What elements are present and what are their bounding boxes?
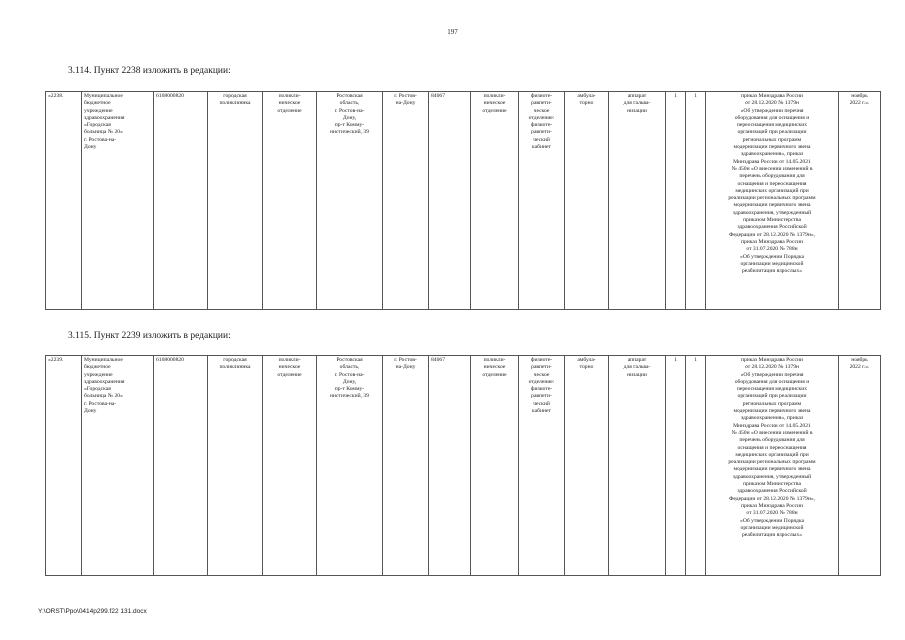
cabinet-cell: физиоте- равпети- ческое отделение: физиоте- равпети- ческий кабинет — [519, 356, 565, 576]
unit-cell: поликли- ническое отделение — [263, 356, 317, 576]
table-row — [46, 356, 881, 576]
code-cell: 84067 — [429, 356, 471, 576]
address-cell: Ростовская область, г. Ростов-на- Дону, пр-т Комму- нистический, 39 — [317, 92, 383, 310]
equipment-cell: аппарат для гальва- низации — [609, 92, 666, 310]
date-cell: ноябрь 2022 г.». — [839, 356, 881, 576]
row-number-cell: «2238. — [46, 92, 82, 310]
city-cell: г. Ростов- на-Дону — [383, 92, 429, 310]
inn-cell: 6168000820 — [154, 92, 208, 310]
quantity-cell: 1 — [666, 92, 686, 310]
quantity-cell: 1 — [686, 356, 706, 576]
organization-cell: Муниципальное бюджетное учреждение здравоохранения «Городская больница № 20» г. Ростова-на- Дону — [82, 92, 154, 310]
equipment-cell: аппарат для гальва- низации — [609, 356, 666, 576]
unit-cell: поликли- ническое отделение — [263, 92, 317, 310]
equipment-table-2239 — [45, 355, 881, 576]
date-cell: ноябрь 2022 г.». — [839, 92, 881, 310]
cabinet-cell: физиоте- равпети- ческое отделение: физиоте- равпети- ческий кабинет — [519, 92, 565, 310]
facility-type-cell: городская поликлиника — [208, 356, 263, 576]
regulatory-docs-cell: приказ Минздрава России от 28.12.2020 № 1379н «Об утверждении перечня оборудования для оснащения и переоснащения медицинских организаций при реализации региональных программ модернизации первичного звена здравоохранения», приказ Минздрава России от 14.05.2021 № 450н «О внесении изменений в перечень оборудования для оснащения и переоснащения медицинских организаций при реализации региональных программ модернизации первичного звена здравоохранения, утвержденный приказом Министерства здравоохранения Российской Федерации от 28.12.2020 № 1379н», приказ Минздрава России от 31.07.2020 № 788н «Об утверждении Порядка организации медицинской реабилитации взрослых» — [706, 92, 839, 310]
equipment-table-2238 — [45, 91, 881, 310]
quantity-cell: 1 — [666, 356, 686, 576]
regulatory-docs-cell: приказ Минздрава России от 28.12.2020 № 1379н «Об утверждении перечня оборудования для оснащения и переоснащения медицинских организаций при реализации региональных программ модернизации первичного звена здравоохранения», приказ Минздрава России от 14.05.2021 № 450н «О внесении изменений в перечень оборудования для оснащения и переоснащения медицинских организаций при реализации региональных программ модернизации первичного звена здравоохранения, утвержденный приказом Министерства здравоохранения Российской Федерации от 28.12.2020 № 1379н», приказ Минздрава России от 31.07.2020 № 788н «Об утверждении Порядка организации медицинской реабилитации взрослых» — [706, 356, 839, 576]
department-cell: поликли- ническое отделение — [471, 92, 519, 310]
care-mode-cell: амбула- торно — [565, 356, 609, 576]
city-cell: г. Ростов- на-Дону — [383, 356, 429, 576]
department-cell: поликли- ническое отделение — [471, 356, 519, 576]
care-mode-cell: амбула- торно — [565, 92, 609, 310]
page-number: 197 — [447, 28, 458, 36]
inn-cell: 6168000820 — [154, 356, 208, 576]
organization-cell: Муниципальное бюджетное учреждение здравоохранения «Городская больница № 20» г. Ростова-на- Дону — [82, 356, 154, 576]
facility-type-cell: городская поликлиника — [208, 92, 263, 310]
quantity-cell: 1 — [686, 92, 706, 310]
table-row — [46, 92, 881, 310]
row-number-cell: «2239. — [46, 356, 82, 576]
section-heading-3-114: 3.114. Пункт 2238 изложить в редакции: — [68, 66, 231, 76]
address-cell: Ростовская область, г. Ростов-на- Дону, пр-т Комму- нистический, 39 — [317, 356, 383, 576]
section-heading-3-115: 3.115. Пункт 2239 изложить в редакции: — [68, 331, 231, 341]
footer-file-path: Y:\ORST\Ppo\0414p299.f22 131.docx — [38, 608, 147, 615]
code-cell: 84067 — [429, 92, 471, 310]
